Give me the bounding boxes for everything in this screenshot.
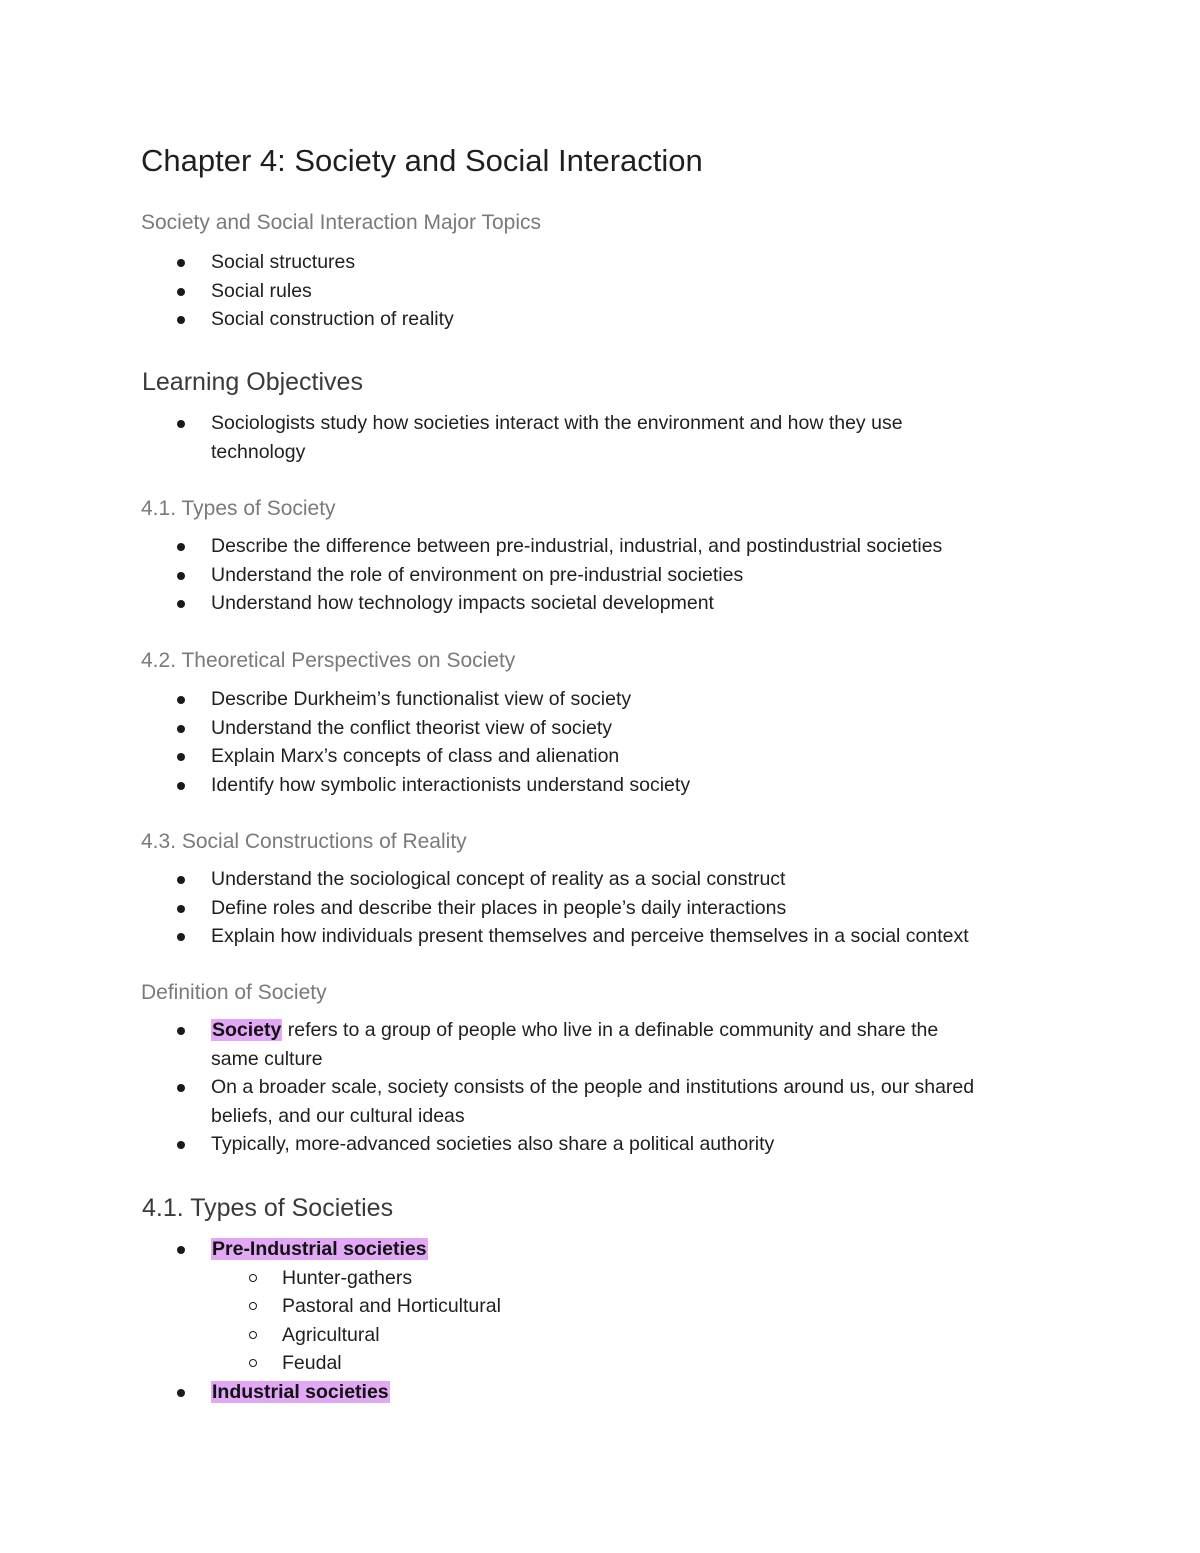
bullet-icon: [177, 876, 185, 884]
types-of-societies-heading: 4.1. Types of Societies: [142, 1194, 394, 1222]
highlighted-term-industrial: Industrial societies: [212, 1380, 389, 1403]
theoretical-perspectives-heading: 4.2. Theoretical Perspectives on Society: [141, 649, 516, 672]
list-item: Understand the conflict theorist view of society: [0, 714, 690, 743]
bullet-icon: [177, 933, 185, 941]
list-item: Identify how symbolic interactionists understand society: [0, 771, 690, 800]
major-topics-subtitle: Society and Social Interaction Major Topics: [141, 211, 541, 234]
pre-industrial-sublist: [211, 1264, 501, 1378]
hollow-bullet-icon: [249, 1359, 257, 1367]
social-constructions-list: [0, 865, 969, 951]
highlighted-term-society: Society: [212, 1019, 282, 1041]
sub-list-item: Feudal: [0, 1349, 501, 1378]
bullet-icon: [177, 782, 185, 790]
list-item: Understand the role of environment on pre-industrial societies: [0, 561, 942, 590]
social-constructions-heading: 4.3. Social Constructions of Reality: [141, 830, 467, 853]
list-item: Understand how technology impacts societal development: [0, 589, 942, 618]
list-item: Social rules: [0, 277, 454, 306]
bullet-icon: [177, 1246, 185, 1254]
list-item: [0, 1378, 501, 1407]
list-item: Explain how individuals present themselves and perceive themselves in a social context: [0, 922, 969, 951]
bullet-icon: [177, 696, 185, 704]
types-of-society-heading: 4.1. Types of Society: [141, 497, 336, 520]
bullet-icon: [177, 600, 185, 608]
hollow-bullet-icon: [249, 1302, 257, 1310]
list-item: Explain Marx’s concepts of class and alienation: [0, 742, 690, 771]
document-title: Chapter 4: Society and Social Interaction: [141, 143, 703, 178]
types-of-societies-list: [0, 1235, 501, 1407]
major-topics-list: [0, 248, 454, 334]
bullet-icon: [177, 1084, 185, 1092]
list-item: Social structures: [0, 248, 454, 277]
bullet-icon: [177, 316, 185, 324]
list-item: Typically, more-advanced societies also share a political authority: [0, 1130, 974, 1159]
hollow-bullet-icon: [249, 1274, 257, 1282]
hollow-bullet-icon: [249, 1331, 257, 1339]
sub-list-item: Pastoral and Horticultural: [0, 1292, 501, 1321]
sub-list-item: Hunter-gathers: [0, 1264, 501, 1293]
highlighted-term-pre-industrial: Pre-Industrial societies: [212, 1238, 427, 1260]
list-item: Social construction of reality: [0, 305, 454, 334]
bullet-icon: [177, 420, 185, 428]
bullet-icon: [177, 1027, 185, 1035]
sub-list-item: Agricultural: [0, 1321, 501, 1350]
list-item: Sociologists study how societies interact with the environment and how they use technology: [0, 409, 903, 466]
list-item: Describe Durkheim’s functionalist view of society: [0, 685, 690, 714]
learning-objectives-heading: Learning Objectives: [142, 368, 363, 396]
bullet-icon: [177, 725, 185, 733]
list-item: [0, 1235, 501, 1378]
bullet-icon: [177, 1389, 185, 1397]
list-item: Define roles and describe their places in people’s daily interactions: [0, 894, 969, 923]
bullet-icon: [177, 905, 185, 913]
bullet-icon: [177, 288, 185, 296]
list-item: On a broader scale, society consists of the people and institutions around us, our shared beliefs, and our cultural ideas: [0, 1073, 974, 1130]
bullet-icon: [177, 259, 185, 267]
bullet-icon: [177, 1141, 185, 1149]
types-of-society-list: [0, 532, 942, 618]
bullet-icon: [177, 572, 185, 580]
definition-of-society-heading: Definition of Society: [141, 981, 327, 1004]
theoretical-perspectives-list: [0, 685, 690, 799]
bullet-icon: [177, 543, 185, 551]
list-item: Understand the sociological concept of reality as a social construct: [0, 865, 969, 894]
list-item: Society refers to a group of people who live in a definable community and share the same culture: [0, 1016, 974, 1073]
list-item: Describe the difference between pre-industrial, industrial, and postindustrial societies: [0, 532, 942, 561]
learning-objectives-list: [0, 409, 903, 466]
definition-of-society-list: [0, 1016, 974, 1159]
bullet-icon: [177, 753, 185, 761]
